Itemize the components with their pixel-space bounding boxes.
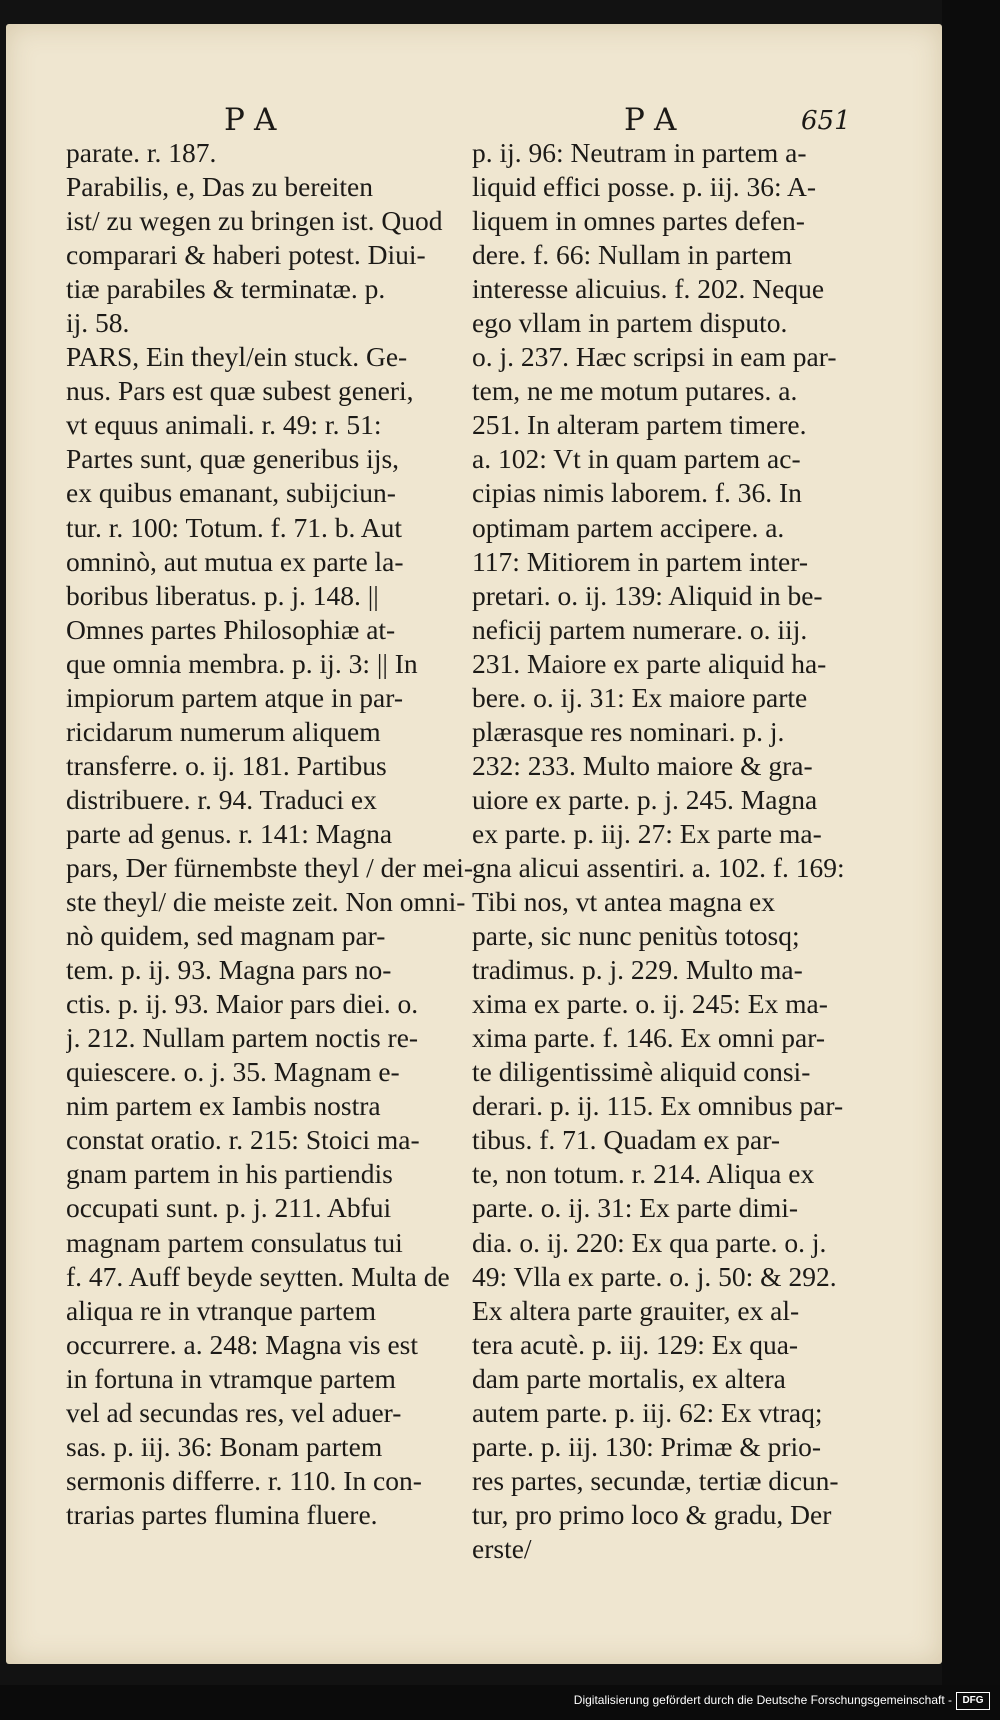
text-line: Omnes partes Philosophiæ at- [66, 613, 396, 645]
header-left-guideword: PA [224, 102, 289, 138]
text-line: trarias partes flumina fluere. [66, 1498, 378, 1530]
text-line: f. 47. Auff beyde seytten. Multa de [66, 1260, 450, 1292]
text-line: tem. p. ij. 93. Magna pars no- [66, 954, 392, 986]
text-line: cipias nimis laborem. f. 36. In [472, 477, 802, 509]
text-line: p. ij. 96: Neutram in partem a- [472, 137, 807, 168]
text-line: nò quidem, sed magnam par- [66, 920, 386, 952]
text-line: ctis. p. ij. 93. Maior pars diei. o. [66, 988, 419, 1020]
text-line: Parabilis, e, Das zu bereiten [66, 171, 373, 203]
text-line: parte. o. ij. 31: Ex parte dimi- [472, 1192, 799, 1224]
left-text-column [66, 136, 476, 1532]
text-line: autem parte. p. iij. 62: Ex vtraq; [472, 1396, 823, 1428]
digitization-footer [0, 1685, 1000, 1720]
text-line: liquid effici posse. p. iij. 36: A- [472, 171, 816, 203]
text-line: ricidarum numerum aliquem [66, 715, 381, 747]
text-line: impiorum partem atque in par- [66, 681, 403, 713]
text-line: occupati sunt. p. j. 211. Abfui [66, 1192, 392, 1224]
text-line: ste theyl/ die meiste zeit. Non omni- [66, 886, 466, 918]
text-line: occurrere. a. 248: Magna vis est [66, 1328, 419, 1360]
scan-background [942, 0, 1000, 1720]
text-line: que omnia membra. p. ij. 3: || In [66, 647, 418, 679]
text-line: xima parte. f. 146. Ex omni par- [472, 1022, 826, 1054]
text-line: parte ad genus. r. 141: Magna [66, 817, 393, 849]
text-line: liquem in omnes partes defen- [472, 205, 805, 237]
text-line: optimam partem accipere. a. [472, 511, 785, 543]
text-line: ego vllam in partem disputo. [472, 307, 788, 339]
text-line: neficij partem numerare. o. iij. [472, 613, 808, 645]
funding-notice: Digitalisierung gefördert durch die Deutsche Forschungsgemeinschaft - [573, 1693, 952, 1707]
text-line: 49: Vlla ex parte. o. j. 50: & 292. [472, 1260, 837, 1292]
text-line: pretari. o. ij. 139: Aliquid in be- [472, 579, 823, 611]
text-line: PARS, Ein theyl/ein stuck. Ge- [66, 341, 408, 373]
text-line: 232: 233. Multo maiore & gra- [472, 749, 813, 781]
text-line: tur. r. 100: Totum. f. 71. b. Aut [66, 511, 402, 543]
text-line: nus. Pars est quæ subest generi, [66, 375, 414, 407]
text-line: dam parte mortalis, ex altera [472, 1362, 786, 1394]
text-line: 251. In alteram partem timere. [472, 409, 807, 441]
text-line: interesse alicuius. f. 202. Neque [472, 273, 825, 305]
text-line: sermonis differre. r. 110. In con- [66, 1464, 422, 1496]
text-line: tiæ parabiles & terminatæ. p. [66, 273, 386, 305]
text-line: parte, sic nunc penitùs totosq; [472, 920, 800, 952]
text-line: ist/ zu wegen zu bringen ist. Quod [66, 205, 443, 237]
text-line: res partes, secundæ, tertiæ dicun- [472, 1464, 839, 1496]
running-header [6, 76, 942, 138]
text-line: 117: Mitiorem in partem inter- [472, 545, 808, 577]
text-line: dia. o. ij. 220: Ex qua parte. o. j. [472, 1226, 827, 1258]
text-line: tradimus. p. j. 229. Multo ma- [472, 954, 803, 986]
text-line: tibus. f. 71. Quadam ex par- [472, 1124, 780, 1156]
text-line: nim partem ex Iambis nostra [66, 1090, 381, 1122]
text-line: boribus liberatus. p. j. 148. || [66, 579, 379, 611]
text-line: parte. p. iij. 130: Primæ & prio- [472, 1430, 822, 1462]
text-line: vt equus animali. r. 49: r. 51: [66, 409, 382, 441]
text-line: te diligentissimè aliquid consi- [472, 1056, 811, 1088]
text-line: sas. p. iij. 36: Bonam partem [66, 1430, 383, 1462]
text-line: gna alicui assentiri. a. 102. f. 169: [472, 851, 845, 883]
right-text-column [472, 136, 882, 1566]
text-line: a. 102: Vt in quam partem ac- [472, 443, 801, 475]
text-line: dere. f. 66: Nullam in partem [472, 239, 792, 271]
text-line: in fortuna in vtramque partem [66, 1362, 396, 1394]
text-line: tem, ne me motum putares. a. [472, 375, 798, 407]
text-line: Tibi nos, vt antea magna ex [472, 886, 775, 918]
text-line: omninò, aut mutua ex parte la- [66, 545, 404, 577]
page-number: 651 [801, 106, 851, 136]
text-line: ij. 58. [66, 307, 130, 339]
text-line: comparari & haberi potest. Diui- [66, 239, 426, 271]
text-line: xima ex parte. o. ij. 245: Ex ma- [472, 988, 828, 1020]
text-line: tur, pro primo loco & gradu, Der [472, 1498, 832, 1530]
text-line: derari. p. ij. 115. Ex omnibus par- [472, 1090, 844, 1122]
text-line: constat oratio. r. 215: Stoici ma- [66, 1124, 420, 1156]
text-line: te, non totum. r. 214. Aliqua ex [472, 1158, 815, 1190]
dfg-logo: DFG [956, 1692, 990, 1710]
text-line: tera acutè. p. iij. 129: Ex qua- [472, 1328, 799, 1360]
text-line: ex parte. p. iij. 27: Ex parte ma- [472, 817, 822, 849]
text-line: ex quibus emanant, subijciun- [66, 477, 396, 509]
text-line: o. j. 237. Hæc scripsi in eam par- [472, 341, 837, 373]
text-line: distribuere. r. 94. Traduci ex [66, 783, 377, 815]
text-line: j. 212. Nullam partem noctis re- [66, 1022, 419, 1054]
text-line: transferre. o. ij. 181. Partibus [66, 749, 387, 781]
text-line: uiore ex parte. p. j. 245. Magna [472, 783, 818, 815]
text-line: gnam partem in his partiendis [66, 1158, 393, 1190]
text-line: quiescere. o. j. 35. Magnam e- [66, 1056, 400, 1088]
header-right-guideword: PA [624, 102, 689, 138]
text-line: pars, Der fürnembste theyl / der mei- [66, 851, 474, 883]
text-line: Ex altera parte grauiter, ex al- [472, 1294, 800, 1326]
text-line: plærasque res nominari. p. j. [472, 715, 785, 747]
text-line: vel ad secundas res, vel aduer- [66, 1396, 402, 1428]
book-page [6, 24, 942, 1664]
text-line: Partes sunt, quæ generibus ijs, [66, 443, 400, 475]
text-line: bere. o. ij. 31: Ex maiore parte [472, 681, 808, 713]
text-line: 231. Maiore ex parte aliquid ha- [472, 647, 827, 679]
text-line: magnam partem consulatus tui [66, 1226, 403, 1258]
text-line: parate. r. 187. [66, 137, 217, 168]
text-line: aliqua re in vtranque partem [66, 1294, 377, 1326]
text-line: erste/ [472, 1532, 532, 1564]
